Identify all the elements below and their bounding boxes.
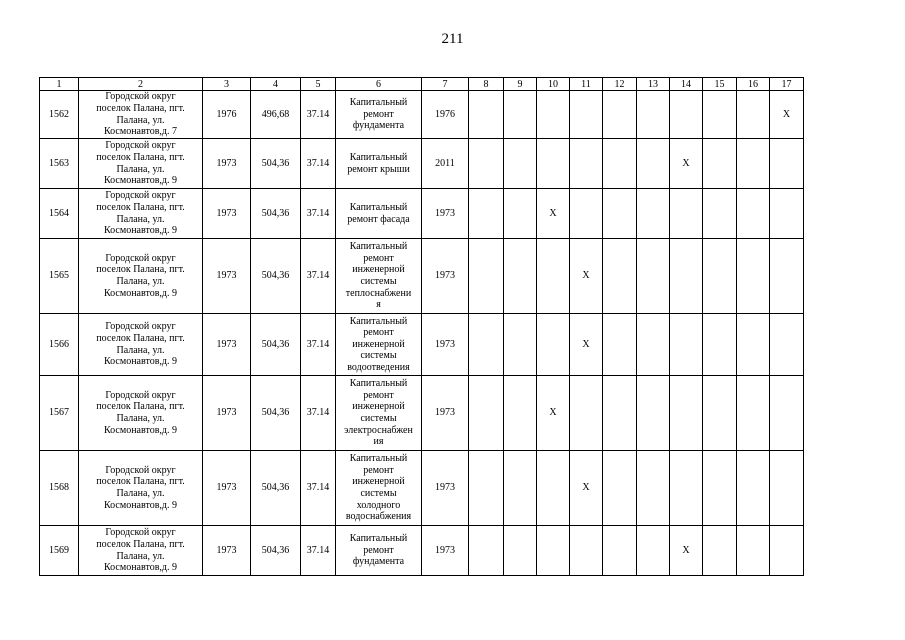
year-built-cell bbox=[203, 91, 251, 139]
column-header: 6 bbox=[336, 78, 422, 91]
cell-text: 1567 bbox=[49, 407, 69, 419]
period-cell bbox=[603, 526, 637, 576]
period-cell bbox=[737, 139, 770, 189]
cell-text: 1973 bbox=[435, 407, 455, 419]
column-header: 8 bbox=[469, 78, 504, 91]
period-cell bbox=[537, 376, 570, 451]
period-cell bbox=[504, 314, 537, 376]
cell-text: 1973 bbox=[435, 482, 455, 494]
code-cell bbox=[301, 526, 336, 576]
cell-text: 37.14 bbox=[306, 338, 330, 350]
cell-text: 1973 bbox=[216, 207, 237, 219]
header-row bbox=[40, 78, 804, 91]
period-cell bbox=[703, 189, 737, 239]
period-cell bbox=[570, 189, 603, 239]
cell-text: X bbox=[682, 157, 690, 169]
table-row bbox=[40, 239, 804, 314]
cell-text: Городской округ поселок Палана, пгт. Палана, ул. Космонавтов,д. 9 bbox=[96, 190, 185, 237]
cell-text: Капитальный ремонт инженерной системы электроснабжен ия bbox=[344, 378, 413, 448]
period-cell bbox=[703, 526, 737, 576]
work-type-cell bbox=[336, 139, 422, 189]
cell-text: X bbox=[782, 108, 791, 120]
table-row bbox=[40, 526, 804, 576]
year-built-cell bbox=[203, 139, 251, 189]
year-built-cell bbox=[203, 189, 251, 239]
period-cell bbox=[770, 526, 804, 576]
period-cell bbox=[504, 526, 537, 576]
cell-text: 2011 bbox=[435, 157, 455, 169]
work-type-cell bbox=[336, 239, 422, 314]
cell-text: 504,36 bbox=[261, 407, 290, 419]
address-cell bbox=[79, 239, 203, 314]
cell-text: X bbox=[582, 270, 590, 282]
code-cell bbox=[301, 376, 336, 451]
period-cell bbox=[703, 451, 737, 526]
repair-schedule-table bbox=[39, 77, 804, 576]
cell-text: Городской округ поселок Палана, пгт. Палана, ул. Космонавтов,д. 7 bbox=[96, 91, 185, 138]
code-cell bbox=[301, 314, 336, 376]
column-header: 7 bbox=[422, 78, 469, 91]
period-cell bbox=[770, 239, 804, 314]
code-cell bbox=[301, 451, 336, 526]
address-cell bbox=[79, 451, 203, 526]
year-cell bbox=[422, 314, 469, 376]
cell-text: Капитальный ремонт инженерной системы водоотведения bbox=[347, 315, 410, 373]
period-cell bbox=[703, 139, 737, 189]
year-built-cell bbox=[203, 526, 251, 576]
cell-text: 37.14 bbox=[306, 108, 330, 120]
row-number-cell bbox=[40, 526, 79, 576]
cell-text: 1973 bbox=[216, 407, 237, 419]
table-row bbox=[40, 189, 804, 239]
cell-text: 1973 bbox=[216, 482, 237, 494]
period-cell bbox=[670, 239, 703, 314]
cell-text: 1973 bbox=[216, 157, 237, 169]
period-cell bbox=[670, 451, 703, 526]
period-cell bbox=[703, 376, 737, 451]
code-cell bbox=[301, 91, 336, 139]
cell-text: 1563 bbox=[49, 157, 69, 169]
area-cell bbox=[251, 139, 301, 189]
work-type-cell bbox=[336, 376, 422, 451]
period-cell bbox=[603, 91, 637, 139]
period-cell bbox=[603, 376, 637, 451]
period-cell bbox=[637, 189, 670, 239]
year-cell bbox=[422, 451, 469, 526]
table-row bbox=[40, 91, 804, 139]
cell-text: 496,68 bbox=[261, 108, 290, 120]
period-cell bbox=[670, 139, 703, 189]
column-header: 17 bbox=[770, 78, 804, 91]
cell-text: 1566 bbox=[49, 338, 69, 350]
cell-text: 504,36 bbox=[261, 207, 290, 219]
cell-text: Капитальный ремонт фундамента bbox=[349, 533, 408, 568]
address-cell bbox=[79, 139, 203, 189]
period-cell bbox=[570, 239, 603, 314]
cell-text: X bbox=[582, 482, 590, 494]
period-cell bbox=[537, 239, 570, 314]
cell-text: 504,36 bbox=[261, 157, 290, 169]
cell-text: Городской округ поселок Палана, пгт. Палана, ул. Космонавтов,д. 9 bbox=[96, 527, 185, 574]
cell-text: Капитальный ремонт фундамента bbox=[349, 97, 408, 132]
year-cell bbox=[422, 139, 469, 189]
year-built-cell bbox=[203, 451, 251, 526]
cell-text: X bbox=[582, 338, 590, 350]
code-cell bbox=[301, 139, 336, 189]
year-built-cell bbox=[203, 314, 251, 376]
period-cell bbox=[504, 451, 537, 526]
cell-text: 37.14 bbox=[306, 207, 330, 219]
area-cell bbox=[251, 189, 301, 239]
row-number-cell bbox=[40, 451, 79, 526]
period-cell bbox=[570, 139, 603, 189]
period-cell bbox=[570, 314, 603, 376]
address-cell bbox=[79, 91, 203, 139]
period-cell bbox=[537, 189, 570, 239]
period-cell bbox=[737, 314, 770, 376]
row-number-cell bbox=[40, 189, 79, 239]
cell-text: 1569 bbox=[49, 544, 69, 556]
period-cell bbox=[537, 91, 570, 139]
period-cell bbox=[537, 451, 570, 526]
year-cell bbox=[422, 526, 469, 576]
cell-text: 1973 bbox=[435, 270, 455, 282]
cell-text: 1973 bbox=[216, 270, 237, 282]
column-header: 15 bbox=[703, 78, 737, 91]
cell-text: 504,36 bbox=[261, 482, 290, 494]
cell-text: 1973 bbox=[216, 544, 237, 556]
area-cell bbox=[251, 451, 301, 526]
work-type-cell bbox=[336, 91, 422, 139]
year-built-cell bbox=[203, 239, 251, 314]
period-cell bbox=[670, 189, 703, 239]
period-cell bbox=[703, 91, 737, 139]
period-cell bbox=[603, 314, 637, 376]
address-cell bbox=[79, 526, 203, 576]
table-row bbox=[40, 139, 804, 189]
period-cell bbox=[469, 91, 504, 139]
period-cell bbox=[737, 451, 770, 526]
cell-text: 1564 bbox=[49, 207, 69, 219]
cell-text: Капитальный ремонт инженерной системы холодного водоснабжения bbox=[345, 453, 412, 523]
column-header: 3 bbox=[203, 78, 251, 91]
period-cell bbox=[770, 91, 804, 139]
cell-text: 1568 bbox=[49, 482, 69, 494]
period-cell bbox=[570, 91, 603, 139]
code-cell bbox=[301, 189, 336, 239]
column-header: 12 bbox=[603, 78, 637, 91]
table-row bbox=[40, 376, 804, 451]
cell-text: 504,36 bbox=[261, 544, 290, 556]
row-number-cell bbox=[40, 91, 79, 139]
period-cell bbox=[537, 526, 570, 576]
period-cell bbox=[469, 376, 504, 451]
column-header: 9 bbox=[504, 78, 537, 91]
period-cell bbox=[504, 376, 537, 451]
cell-text: X bbox=[549, 407, 557, 419]
period-cell bbox=[737, 91, 770, 139]
period-cell bbox=[603, 139, 637, 189]
period-cell bbox=[504, 189, 537, 239]
table-row bbox=[40, 451, 804, 526]
period-cell bbox=[469, 239, 504, 314]
address-cell bbox=[79, 189, 203, 239]
cell-text: 1976 bbox=[216, 108, 237, 120]
period-cell bbox=[469, 451, 504, 526]
period-cell bbox=[570, 451, 603, 526]
period-cell bbox=[469, 189, 504, 239]
period-cell bbox=[570, 376, 603, 451]
period-cell bbox=[469, 314, 504, 376]
column-header: 5 bbox=[301, 78, 336, 91]
column-header: 13 bbox=[637, 78, 670, 91]
address-cell bbox=[79, 314, 203, 376]
row-number-cell bbox=[40, 376, 79, 451]
period-cell bbox=[737, 189, 770, 239]
cell-text: Городской округ поселок Палана, пгт. Палана, ул. Космонавтов,д. 9 bbox=[96, 321, 185, 368]
period-cell bbox=[637, 91, 670, 139]
column-header: 10 bbox=[537, 78, 570, 91]
cell-text: 1562 bbox=[49, 108, 69, 120]
column-header: 14 bbox=[670, 78, 703, 91]
area-cell bbox=[251, 91, 301, 139]
period-cell bbox=[504, 139, 537, 189]
period-cell bbox=[770, 139, 804, 189]
period-cell bbox=[603, 451, 637, 526]
work-type-cell bbox=[336, 451, 422, 526]
cell-text: 37.14 bbox=[306, 544, 330, 556]
cell-text: Капитальный ремонт инженерной системы теплоснабжени я bbox=[345, 241, 412, 311]
row-number-cell bbox=[40, 239, 79, 314]
year-built-cell bbox=[203, 376, 251, 451]
cell-text: Городской округ поселок Палана, пгт. Палана, ул. Космонавтов,д. 9 bbox=[96, 464, 185, 511]
period-cell bbox=[703, 239, 737, 314]
period-cell bbox=[603, 239, 637, 314]
area-cell bbox=[251, 239, 301, 314]
period-cell bbox=[637, 526, 670, 576]
year-cell bbox=[422, 239, 469, 314]
address-cell bbox=[79, 376, 203, 451]
cell-text: 1973 bbox=[216, 338, 237, 350]
period-cell bbox=[570, 526, 603, 576]
period-cell bbox=[637, 376, 670, 451]
code-cell bbox=[301, 239, 336, 314]
area-cell bbox=[251, 314, 301, 376]
cell-text: 1976 bbox=[435, 108, 455, 120]
work-type-cell bbox=[336, 526, 422, 576]
table-row bbox=[40, 314, 804, 376]
cell-text: Городской округ поселок Палана, пгт. Палана, ул. Космонавтов,д. 9 bbox=[96, 140, 185, 187]
period-cell bbox=[504, 239, 537, 314]
column-header: 11 bbox=[570, 78, 603, 91]
period-cell bbox=[670, 376, 703, 451]
period-cell bbox=[637, 451, 670, 526]
period-cell bbox=[670, 91, 703, 139]
column-header: 2 bbox=[79, 78, 203, 91]
period-cell bbox=[703, 314, 737, 376]
cell-text: X bbox=[682, 544, 690, 556]
period-cell bbox=[670, 314, 703, 376]
cell-text: 37.14 bbox=[306, 407, 330, 419]
year-cell bbox=[422, 376, 469, 451]
cell-text: 37.14 bbox=[306, 157, 330, 169]
year-cell bbox=[422, 91, 469, 139]
cell-text: 504,36 bbox=[261, 270, 290, 282]
row-number-cell bbox=[40, 314, 79, 376]
period-cell bbox=[737, 239, 770, 314]
period-cell bbox=[637, 314, 670, 376]
cell-text: Капитальный ремонт крыши bbox=[347, 151, 410, 175]
cell-text: Капитальный ремонт фасада bbox=[347, 201, 410, 225]
period-cell bbox=[670, 526, 703, 576]
work-type-cell bbox=[336, 189, 422, 239]
period-cell bbox=[737, 526, 770, 576]
row-number-cell bbox=[40, 139, 79, 189]
period-cell bbox=[603, 189, 637, 239]
cell-text: 504,36 bbox=[261, 338, 290, 350]
period-cell bbox=[469, 526, 504, 576]
cell-text: 37.14 bbox=[306, 482, 330, 494]
cell-text: 1973 bbox=[435, 207, 455, 219]
period-cell bbox=[637, 139, 670, 189]
year-cell bbox=[422, 189, 469, 239]
cell-text: Городской округ поселок Палана, пгт. Палана, ул. Космонавтов,д. 9 bbox=[96, 252, 185, 299]
cell-text: 1973 bbox=[435, 338, 455, 350]
cell-text: 37.14 bbox=[306, 270, 330, 282]
cell-text: 1973 bbox=[435, 544, 455, 556]
area-cell bbox=[251, 526, 301, 576]
column-header: 1 bbox=[40, 78, 79, 91]
period-cell bbox=[770, 314, 804, 376]
period-cell bbox=[770, 376, 804, 451]
work-type-cell bbox=[336, 314, 422, 376]
period-cell bbox=[770, 451, 804, 526]
period-cell bbox=[504, 91, 537, 139]
cell-text: X bbox=[549, 207, 557, 219]
area-cell bbox=[251, 376, 301, 451]
column-header: 16 bbox=[737, 78, 770, 91]
period-cell bbox=[469, 139, 504, 189]
period-cell bbox=[770, 189, 804, 239]
column-header: 4 bbox=[251, 78, 301, 91]
cell-text: 1565 bbox=[49, 270, 69, 282]
period-cell bbox=[637, 239, 670, 314]
period-cell bbox=[537, 139, 570, 189]
cell-text: Городской округ поселок Палана, пгт. Палана, ул. Космонавтов,д. 9 bbox=[96, 389, 185, 436]
page-number: 211 bbox=[441, 31, 464, 47]
period-cell bbox=[537, 314, 570, 376]
period-cell bbox=[737, 376, 770, 451]
